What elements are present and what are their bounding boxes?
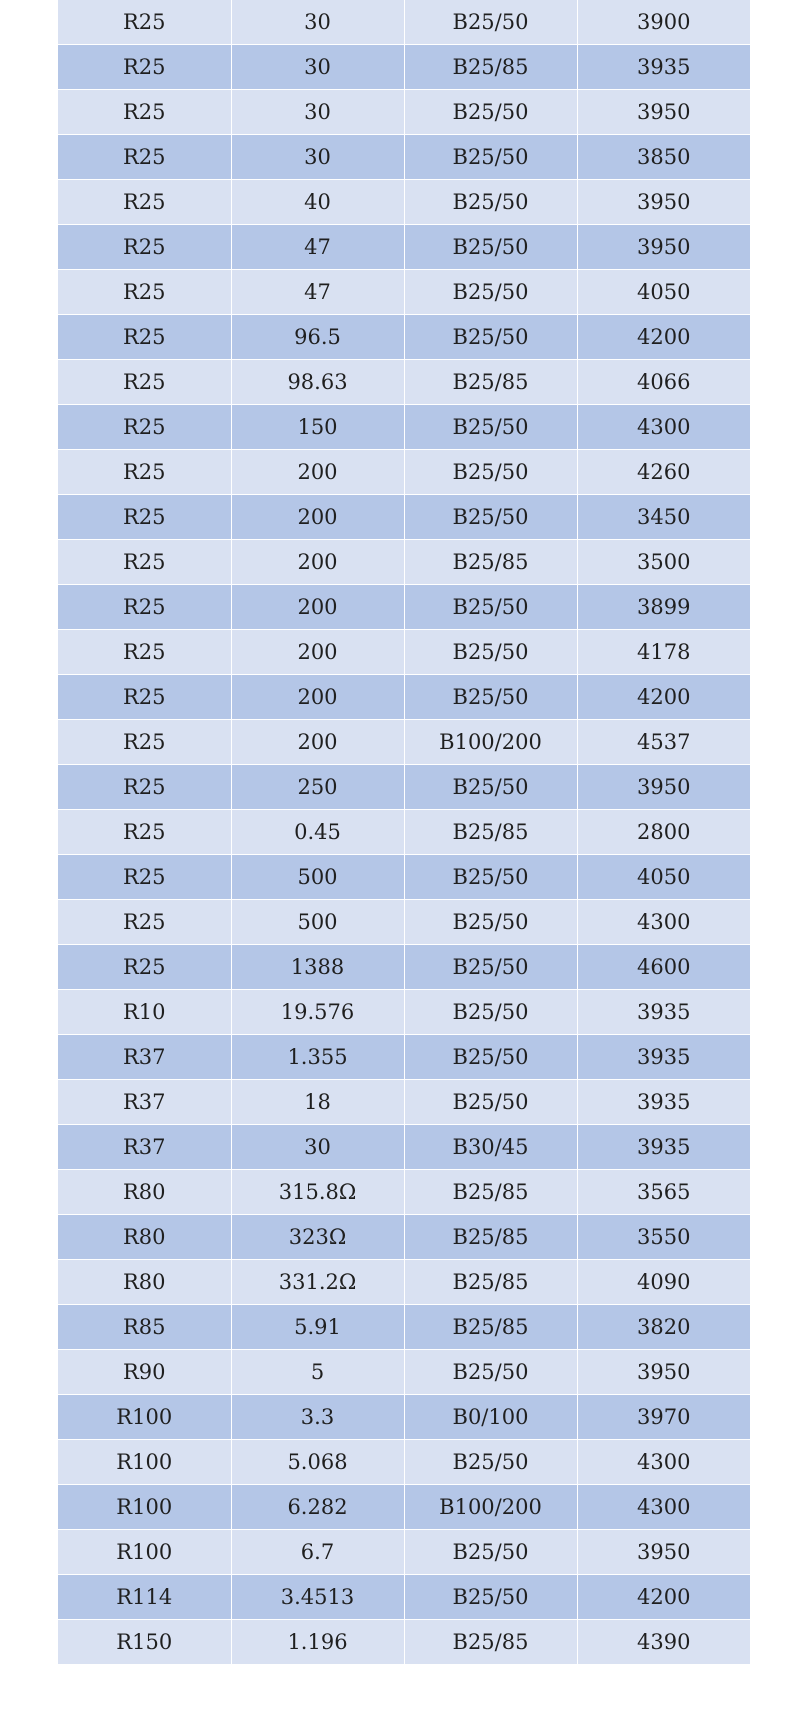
resistance-value-cell: 18 [231,1080,404,1125]
resistance-value-cell: 200 [231,495,404,540]
data-table-container [58,0,750,1665]
b-constant-value-cell: 4537 [577,720,750,765]
resistance-type-cell: R25 [58,45,231,90]
b-constant-type-cell: B25/50 [404,675,577,720]
b-constant-type-cell: B25/85 [404,1620,577,1665]
table-row [58,180,750,225]
b-constant-value-cell: 3565 [577,1170,750,1215]
resistance-value-cell: 30 [231,0,404,45]
b-constant-type-cell: B25/85 [404,1170,577,1215]
table-row [58,1035,750,1080]
b-constant-type-cell: B25/85 [404,1260,577,1305]
b-constant-type-cell: B25/50 [404,1440,577,1485]
table-row [58,1350,750,1395]
table-row [58,675,750,720]
resistance-type-cell: R25 [58,720,231,765]
b-constant-type-cell: B25/50 [404,1035,577,1080]
resistance-value-cell: 1.196 [231,1620,404,1665]
resistance-value-cell: 19.576 [231,990,404,1035]
b-constant-type-cell: B25/50 [404,900,577,945]
b-constant-value-cell: 4300 [577,1440,750,1485]
table-row [58,855,750,900]
b-constant-value-cell: 4600 [577,945,750,990]
resistance-type-cell: R25 [58,810,231,855]
table-row [58,1395,750,1440]
b-constant-value-cell: 4200 [577,1575,750,1620]
b-constant-value-cell: 3935 [577,1035,750,1080]
resistance-type-cell: R25 [58,540,231,585]
b-constant-type-cell: B0/100 [404,1395,577,1440]
resistance-type-cell: R25 [58,900,231,945]
table-row [58,360,750,405]
resistance-value-cell: 98.63 [231,360,404,405]
data-table [58,0,750,1665]
resistance-value-cell: 0.45 [231,810,404,855]
b-constant-type-cell: B25/50 [404,1530,577,1575]
table-row [58,1575,750,1620]
b-constant-value-cell: 4390 [577,1620,750,1665]
b-constant-value-cell: 3950 [577,180,750,225]
resistance-type-cell: R25 [58,405,231,450]
resistance-value-cell: 5 [231,1350,404,1395]
resistance-type-cell: R25 [58,585,231,630]
resistance-value-cell: 200 [231,720,404,765]
resistance-value-cell: 30 [231,90,404,135]
b-constant-value-cell: 3950 [577,1350,750,1395]
resistance-type-cell: R100 [58,1530,231,1575]
table-row [58,45,750,90]
b-constant-value-cell: 4066 [577,360,750,405]
resistance-value-cell: 40 [231,180,404,225]
resistance-type-cell: R25 [58,765,231,810]
table-row [58,585,750,630]
b-constant-value-cell: 3950 [577,225,750,270]
resistance-type-cell: R25 [58,0,231,45]
b-constant-value-cell: 3500 [577,540,750,585]
b-constant-type-cell: B100/200 [404,1485,577,1530]
resistance-value-cell: 30 [231,135,404,180]
resistance-value-cell: 200 [231,540,404,585]
table-row [58,225,750,270]
resistance-type-cell: R100 [58,1440,231,1485]
resistance-type-cell: R25 [58,495,231,540]
resistance-value-cell: 6.282 [231,1485,404,1530]
resistance-type-cell: R25 [58,360,231,405]
b-constant-type-cell: B25/50 [404,225,577,270]
table-row [58,1170,750,1215]
b-constant-type-cell: B25/50 [404,0,577,45]
resistance-type-cell: R25 [58,675,231,720]
b-constant-type-cell: B25/85 [404,1305,577,1350]
b-constant-value-cell: 4200 [577,315,750,360]
resistance-type-cell: R25 [58,225,231,270]
b-constant-type-cell: B25/50 [404,1350,577,1395]
b-constant-value-cell: 4300 [577,900,750,945]
table-row [58,1305,750,1350]
b-constant-value-cell: 4300 [577,1485,750,1530]
b-constant-type-cell: B25/50 [404,450,577,495]
b-constant-value-cell: 4178 [577,630,750,675]
b-constant-type-cell: B25/85 [404,45,577,90]
table-row [58,1485,750,1530]
table-row [58,270,750,315]
resistance-value-cell: 5.068 [231,1440,404,1485]
resistance-value-cell: 331.2Ω [231,1260,404,1305]
table-row [58,1620,750,1665]
b-constant-value-cell: 3935 [577,1125,750,1170]
resistance-value-cell: 5.91 [231,1305,404,1350]
b-constant-value-cell: 3899 [577,585,750,630]
b-constant-type-cell: B25/85 [404,360,577,405]
resistance-value-cell: 96.5 [231,315,404,360]
resistance-type-cell: R10 [58,990,231,1035]
resistance-type-cell: R37 [58,1035,231,1080]
b-constant-type-cell: B25/50 [404,630,577,675]
resistance-type-cell: R25 [58,180,231,225]
b-constant-value-cell: 2800 [577,810,750,855]
table-row [58,450,750,495]
table-row [58,945,750,990]
resistance-type-cell: R80 [58,1215,231,1260]
resistance-value-cell: 315.8Ω [231,1170,404,1215]
table-row [58,1125,750,1170]
resistance-value-cell: 250 [231,765,404,810]
table-row [58,0,750,45]
b-constant-value-cell: 3450 [577,495,750,540]
resistance-type-cell: R25 [58,270,231,315]
b-constant-type-cell: B25/50 [404,1575,577,1620]
resistance-type-cell: R25 [58,90,231,135]
b-constant-type-cell: B25/50 [404,945,577,990]
b-constant-type-cell: B30/45 [404,1125,577,1170]
b-constant-type-cell: B25/50 [404,90,577,135]
b-constant-type-cell: B25/50 [404,135,577,180]
b-constant-type-cell: B25/50 [404,855,577,900]
table-row [58,720,750,765]
resistance-type-cell: R100 [58,1485,231,1530]
b-constant-value-cell: 3970 [577,1395,750,1440]
table-row [58,135,750,180]
b-constant-type-cell: B25/50 [404,270,577,315]
table-row [58,1215,750,1260]
b-constant-value-cell: 4200 [577,675,750,720]
b-constant-type-cell: B100/200 [404,720,577,765]
resistance-value-cell: 150 [231,405,404,450]
b-constant-value-cell: 4300 [577,405,750,450]
resistance-type-cell: R37 [58,1080,231,1125]
resistance-type-cell: R90 [58,1350,231,1395]
b-constant-value-cell: 3935 [577,990,750,1035]
table-row [58,540,750,585]
b-constant-value-cell: 4260 [577,450,750,495]
b-constant-value-cell: 3950 [577,90,750,135]
resistance-type-cell: R114 [58,1575,231,1620]
table-row [58,495,750,540]
resistance-type-cell: R150 [58,1620,231,1665]
table-row [58,1260,750,1305]
b-constant-type-cell: B25/50 [404,585,577,630]
resistance-type-cell: R85 [58,1305,231,1350]
resistance-value-cell: 200 [231,450,404,495]
resistance-value-cell: 3.3 [231,1395,404,1440]
b-constant-type-cell: B25/50 [404,315,577,360]
resistance-value-cell: 200 [231,630,404,675]
resistance-value-cell: 30 [231,45,404,90]
resistance-type-cell: R37 [58,1125,231,1170]
resistance-type-cell: R25 [58,450,231,495]
b-constant-type-cell: B25/50 [404,990,577,1035]
resistance-value-cell: 323Ω [231,1215,404,1260]
table-row [58,765,750,810]
resistance-value-cell: 47 [231,270,404,315]
table-row [58,810,750,855]
b-constant-value-cell: 3820 [577,1305,750,1350]
table-row [58,90,750,135]
b-constant-type-cell: B25/50 [404,765,577,810]
b-constant-type-cell: B25/85 [404,810,577,855]
table-row [58,315,750,360]
resistance-type-cell: R80 [58,1170,231,1215]
b-constant-type-cell: B25/85 [404,540,577,585]
b-constant-value-cell: 3950 [577,1530,750,1575]
b-constant-type-cell: B25/50 [404,495,577,540]
resistance-type-cell: R80 [58,1260,231,1305]
b-constant-value-cell: 4090 [577,1260,750,1305]
b-constant-value-cell: 3550 [577,1215,750,1260]
resistance-value-cell: 30 [231,1125,404,1170]
resistance-value-cell: 200 [231,585,404,630]
resistance-value-cell: 500 [231,900,404,945]
b-constant-value-cell: 4050 [577,855,750,900]
resistance-value-cell: 6.7 [231,1530,404,1575]
b-constant-value-cell: 3950 [577,765,750,810]
table-body [58,0,750,1665]
table-row [58,990,750,1035]
resistance-type-cell: R25 [58,630,231,675]
b-constant-type-cell: B25/50 [404,1080,577,1125]
resistance-type-cell: R100 [58,1395,231,1440]
table-row [58,1440,750,1485]
b-constant-type-cell: B25/50 [404,405,577,450]
b-constant-value-cell: 4050 [577,270,750,315]
b-constant-type-cell: B25/50 [404,180,577,225]
resistance-value-cell: 47 [231,225,404,270]
b-constant-value-cell: 3935 [577,45,750,90]
b-constant-value-cell: 3850 [577,135,750,180]
resistance-value-cell: 200 [231,675,404,720]
resistance-type-cell: R25 [58,945,231,990]
table-row [58,1080,750,1125]
table-row [58,630,750,675]
resistance-type-cell: R25 [58,855,231,900]
resistance-type-cell: R25 [58,315,231,360]
resistance-type-cell: R25 [58,135,231,180]
b-constant-value-cell: 3900 [577,0,750,45]
table-row [58,1530,750,1575]
table-row [58,405,750,450]
resistance-value-cell: 3.4513 [231,1575,404,1620]
table-row [58,900,750,945]
b-constant-value-cell: 3935 [577,1080,750,1125]
b-constant-type-cell: B25/85 [404,1215,577,1260]
resistance-value-cell: 500 [231,855,404,900]
resistance-value-cell: 1388 [231,945,404,990]
resistance-value-cell: 1.355 [231,1035,404,1080]
